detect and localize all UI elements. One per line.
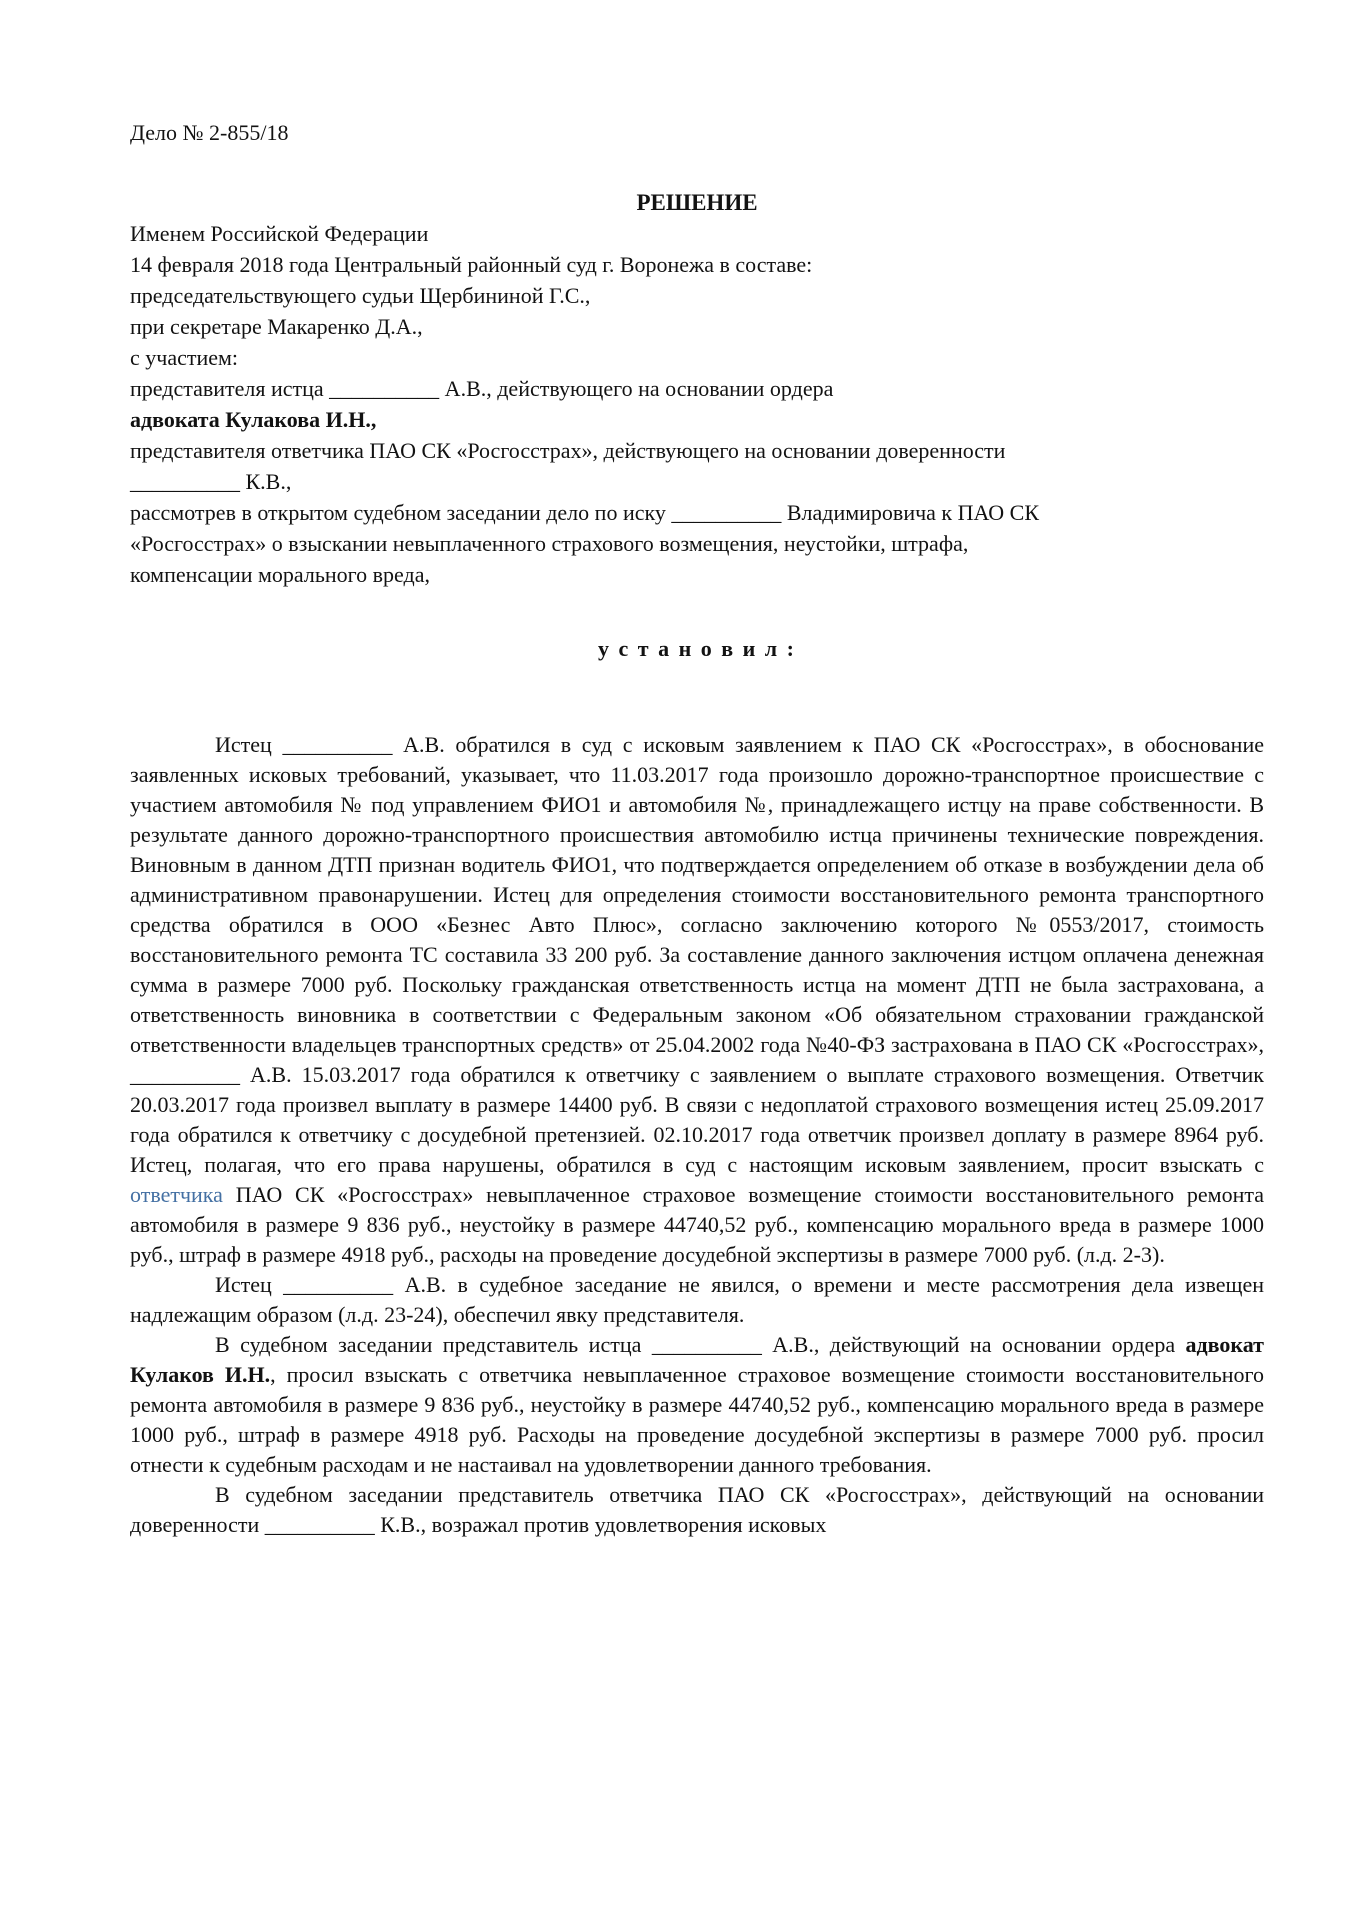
preamble-line-date-court: 14 февраля 2018 года Центральный районный суд г. Воронежа в составе: [130,252,813,277]
paragraph-plaintiff-representative [130,1330,1264,1480]
fact-paragraph-claim-text: Истец __________ А.В. обратился в суд с исковым заявлением к ПАО СК «Росгосстрах», в обоснование заявленных исковых требований, указывает, что 11.03.2017 года произошло дорожно-транспортное происшествие с участием автомобиля № под управлением ФИО1 и автомобиля №, принадлежащего истцу на праве собственности. В результате данного дорожно-транспортного происшествия автомобилю истца причинены технические повреждения. Виновным в данном ДТП признан водитель ФИО1, что подтверждается определением об отказе в возбуждении дела об административном правонарушении. Истец для определения стоимости восстановительного ремонта транспортного средства обратился в ООО «Безнес Авто Плюс», согласно заключению которого №0553/2017, стоимость восстановительного ремонта ТС составила 33 200 руб. За составление данного заключения истцом оплачена денежная сумма в размере 7000 руб. Поскольку гражданская ответственность истца на момент ДТП не была застрахована, а ответственность виновника в соответствии с Федеральным законом «Об обязательном страховании гражданской ответственности владельцев транспортных средств» от 25.04.2002 года №40-ФЗ застрахована в ПАО СК «Росгосстрах», __________ А.В. 15.03.2017 года обратился к ответчику с заявлением о выплате страхового возмещения. Ответчик 20.03.2017 года произвел выплату в размере 14400 руб. В связи с недоплатой страхового возмещения истец 25.09.2017 года обратился к ответчику с досудебной претензией. 02.10.2017 года ответчик произвел доплату в размере 8964 руб. Истец, полагая, что его права нарушены, обратился в суд с настоящим исковым заявлением, просит взыскать с [130,732,1264,1177]
preamble-line-presiding-judge: председательствующего судьи Щербининой Г.С., [130,283,591,308]
defendant-link[interactable]: ответчика [130,1182,223,1207]
preamble-line-advocate-name: адвоката Кулакова И.Н., [130,407,377,432]
preamble-line-with-participation: с участием: [130,345,239,370]
paragraph-defendant-representative: В судебном заседании представитель ответчика ПАО СК «Росгосстрах», действующий на основании доверенности __________ К.В., возражал против удовлетворения исковых [130,1482,1264,1537]
ustanovil-heading: у с т а н о в и л : [598,636,796,661]
decision-title: РЕШЕНИЕ [636,190,758,215]
preamble [130,218,1264,590]
preamble-line-defendant-representative: представителя ответчика ПАО СК «Росгосстрах», действующего на основании доверенности [130,438,1006,463]
fact-paragraph-claim-tail: ПАО СК «Росгосстрах» невыплаченное страховое возмещение стоимости восстановительного ремонта автомобиля в размере 9 836 руб., неустойку в размере 44740,52 руб., компенсацию морального вреда в размере 1000 руб., штраф в размере 4918 руб., расходы на проведение досудебной экспертизы в размере 7000 руб. (л.д. 2-3). [130,1182,1264,1267]
preamble-line-secretary: при секретаре Макаренко Д.А., [130,314,423,339]
case-number: Дело № 2-855/18 [130,120,289,145]
decision-body [130,730,1264,1540]
preamble-line-in-the-name: Именем Российской Федерации [130,221,429,246]
preamble-line-claim-subject: «Росгосстрах» о взыскании невыплаченного страхового возмещения, неустойки, штрафа, [130,531,969,556]
advocate-name-bold: адвокат Кулаков И.Н. [130,1332,1264,1387]
fact-paragraph-claim [130,730,1264,1270]
paragraph-plaintiff-absent: Истец __________ А.В. в судебное заседание не явился, о времени и месте рассмотрения дела извещен надлежащим образом (л.д. 23-24), обеспечил явку представителя. [130,1272,1264,1327]
paragraph-plaintiff-representative-tail: , просил взыскать с ответчика невыплаченное страховое возмещение стоимости восстановительного ремонта автомобиля в размере 9 836 руб., неустойку в размере 44740,52 руб., компенсацию морального вреда в размере 1000 руб., штраф в размере 4918 руб. Расходы на проведение досудебной экспертизы в размере 7000 руб. просил отнести к судебным расходам и не настаивал на удовлетворении данного требования. [130,1362,1264,1477]
paragraph-plaintiff-representative-pre: В судебном заседании представитель истца __________ А.В., действующий на основании ордера [215,1332,1186,1357]
preamble-line-defendant-initials: __________ К.В., [130,469,292,494]
preamble-line-case-considered: рассмотрев в открытом судебном заседании дело по иску __________ Владимировича к ПАО СК [130,500,1040,525]
preamble-line-moral-damage: компенсации морального вреда, [130,562,430,587]
preamble-line-plaintiff-representative: представителя истца __________ А.В., действующего на основании ордера [130,376,834,401]
